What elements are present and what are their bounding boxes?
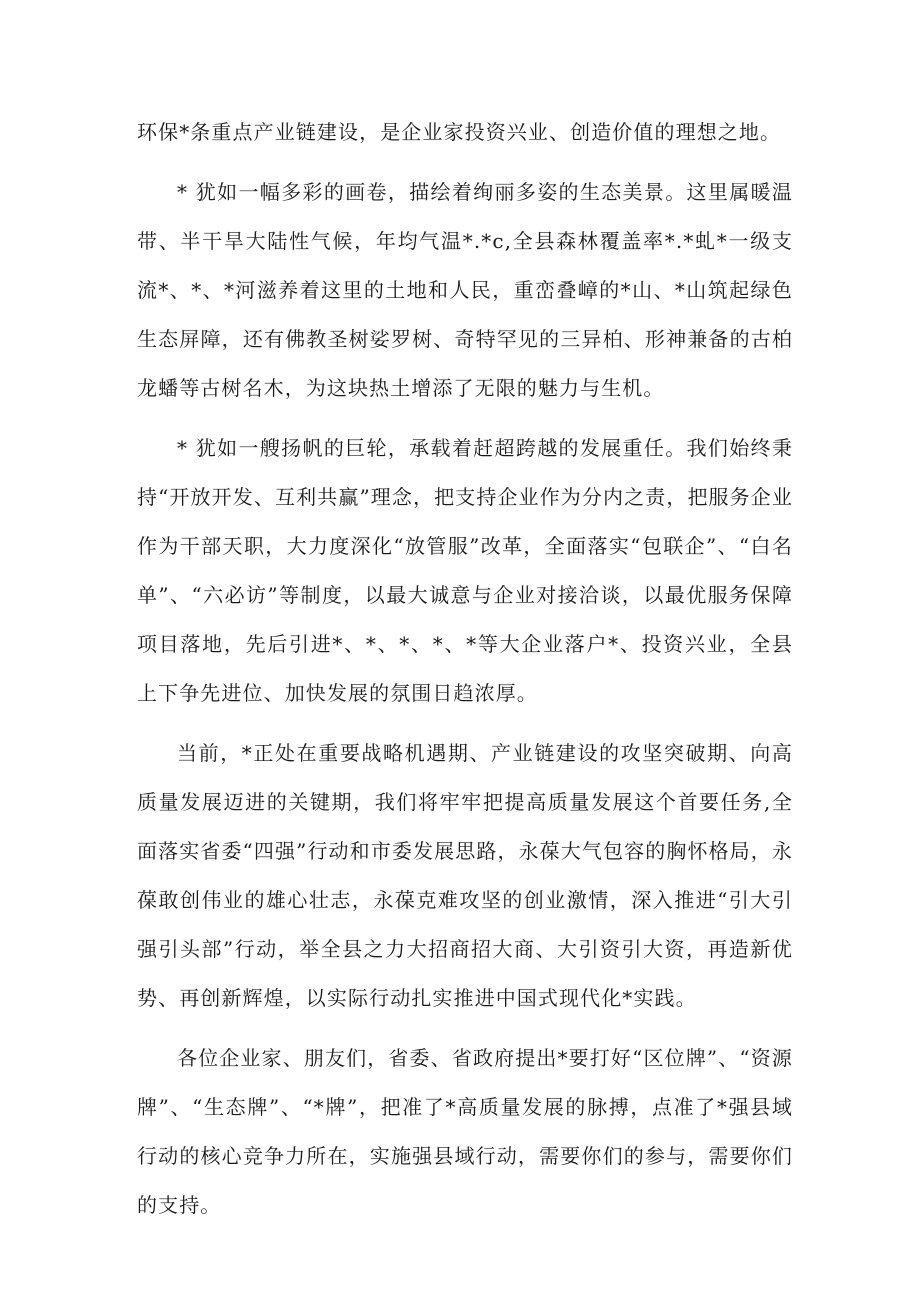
paragraph-2: * 犹如一幅多彩的画卷，描绘着绚丽多姿的生态美景。这里属暖温带、半干旱大陆性气候，年均气温*.*c,全县森林覆盖率*.*虬*一级支流*、*、*河滋养着这里的土地和人民，重峦叠嶂的*山、*山筑起绿色生态屏障，还有佛教圣树娑罗树、奇特罕见的三异柏、形神兼备的古柏龙蟠等古树名木，为这块热土增添了无限的魅力与生机。 xyxy=(137,180,793,400)
paragraph-4: 当前，*正处在重要战略机遇期、产业链建设的攻坚突破期、向高质量发展迈进的关键期，我们将牢牢把提高质量发展这个首要任务,全面落实省委“四强”行动和市委发展思路，永葆大气包容的胸怀格局，永葆敢创伟业的雄心壮志，永葆克难攻坚的创业激情，深入推进“引大引强引头部”行动，举全县之力大招商招大商、大引资引大资，再造新优势、再创新辉煌，以实际行动扎实推进中国式现代化*实践。 xyxy=(137,741,793,1010)
paragraph-5: 各位企业家、朋友们，省委、省政府提出*要打好“区位牌”、“资源牌”、“生态牌”、“*牌”，把准了*高质量发展的脉搏，点准了*强县域行动的核心竞争力所在，实施强县域行动，需要你们的参与，需要你们的支持。 xyxy=(137,1046,793,1217)
paragraph-3: * 犹如一艘扬帆的巨轮，承载着赶超跨越的发展重任。我们始终秉持“开放开发、互利共赢”理念，把支持企业作为分内之责，把服务企业作为干部天职，大力度深化“放管服”改革，全面落实“包联企”、“白名单”、“六必访”等制度，以最大诚意与企业对接洽谈，以最优服务保障项目落地，先后引进*、*、*、*、*等大企业落户*、投资兴业，全县上下争先进位、加快发展的氛围日趋浓厚。 xyxy=(137,436,793,705)
document-body xyxy=(137,108,793,1230)
paragraph-1: 环保*条重点产业链建设，是企业家投资兴业、创造价值的理想之地。 xyxy=(137,120,782,144)
